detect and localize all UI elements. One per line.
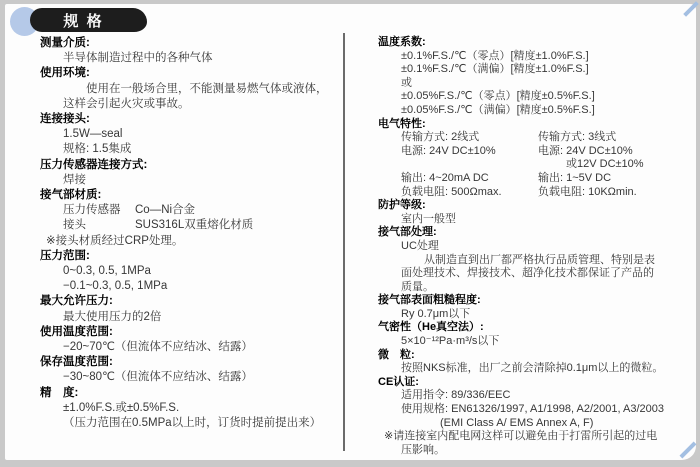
spec-line: 最大使用压力的2倍 bbox=[63, 310, 162, 323]
spec-line: ±0.05%F.S./℃（零点）[精度±0.5%F.S.] bbox=[401, 90, 595, 103]
spec-line: −30~80℃（但流体不应结冰、结露） bbox=[63, 371, 253, 384]
spec-heading: 测量介质: bbox=[40, 37, 90, 49]
page-title: 规 格 bbox=[63, 12, 104, 30]
table-cell: 电源: 24V DC±10% bbox=[401, 144, 496, 157]
left-column bbox=[40, 36, 338, 431]
spec-line: ±0.1%F.S./℃（满偏）[精度±1.0%F.S.] bbox=[401, 63, 589, 76]
spec-line: （压力范围在0.5MPa以上时，订货时提前提出来） bbox=[63, 417, 322, 430]
table-cell: 电源: 24V DC±10% bbox=[538, 144, 633, 157]
spec-heading: CE认证: bbox=[378, 375, 419, 388]
spec-section bbox=[40, 112, 338, 158]
spec-line: ※接头材质经过CRP处理。 bbox=[46, 234, 184, 247]
spec-page bbox=[5, 4, 696, 460]
table-row bbox=[378, 145, 696, 159]
table-cell bbox=[401, 158, 538, 172]
spec-line: 半导体制造过程中的各种气体 bbox=[63, 52, 213, 65]
spec-section bbox=[40, 188, 338, 249]
spec-section bbox=[378, 294, 696, 321]
spec-section bbox=[378, 321, 696, 348]
spec-heading: 接气部处理: bbox=[378, 226, 437, 239]
table-cell: 输出: 1~5V DC bbox=[538, 171, 612, 184]
spec-line: −0.1~0.3, 0.5, 1MPa bbox=[63, 280, 168, 293]
spec-section bbox=[40, 36, 338, 66]
spec-heading: 使用环境: bbox=[40, 67, 90, 80]
spec-heading: 气密性（He真空法）: bbox=[378, 321, 484, 334]
spec-section bbox=[40, 294, 338, 324]
spec-section bbox=[378, 226, 696, 294]
spec-line: ±1.0%F.S.或±0.5%F.S. bbox=[63, 401, 180, 414]
spec-line: (EMI Class A/ EMS Annex A, F) bbox=[440, 416, 594, 429]
spec-pair-label: 压力传感器 bbox=[63, 204, 121, 217]
spec-heading: 接气部表面粗糙程度: bbox=[378, 294, 481, 307]
spec-heading: 最大允许压力: bbox=[40, 295, 113, 308]
table-cell: 负载电阻: 10KΩmin. bbox=[538, 185, 637, 198]
spec-heading: 电气特性: bbox=[378, 117, 426, 130]
table-cell: 或12V DC±10% bbox=[566, 158, 644, 171]
spec-line: −20~70℃（但流体不应结冰、结露） bbox=[63, 341, 253, 354]
table-row bbox=[378, 131, 696, 145]
table-cell: 负载电阻: 500Ωmax. bbox=[401, 185, 502, 198]
spec-line: 使用规格: EN61326/1997, A1/1998, A2/2001, A3/2003 bbox=[401, 403, 664, 416]
right-column bbox=[378, 36, 696, 457]
spec-pair-value: SUS316L双重熔化材质 bbox=[135, 219, 254, 232]
spec-line: 面处理技术、焊接技术、超净化技术都保证了产品的 bbox=[401, 267, 654, 280]
spec-heading: 温度系数: bbox=[378, 36, 426, 48]
spec-line: 质量。 bbox=[401, 280, 434, 293]
spec-line bbox=[40, 203, 338, 218]
spec-line: 室内一般型 bbox=[401, 212, 456, 225]
spec-section bbox=[378, 118, 696, 200]
spec-heading: 精 度: bbox=[40, 386, 79, 399]
spec-heading: 接气部材质: bbox=[40, 189, 102, 202]
spec-line: ±0.05%F.S./℃（满偏）[精度±0.5%F.S.] bbox=[401, 103, 595, 116]
spec-line: 规格: 1.5集成 bbox=[63, 143, 132, 156]
table-cell: 传输方式: 2线式 bbox=[401, 131, 480, 144]
spec-section bbox=[378, 199, 696, 226]
spec-line: 1.5W—seal bbox=[63, 128, 123, 141]
spec-heading: 使用温度范围: bbox=[40, 325, 113, 338]
table-cell: 输出: 4~20mA DC bbox=[401, 171, 489, 184]
corner-accent-top-right-icon bbox=[683, 1, 699, 17]
spec-pair-label: 接头 bbox=[63, 219, 86, 232]
spec-line: ※请连接室内配电网这样可以避免由于打雷所引起的过电 bbox=[384, 430, 658, 443]
spec-section bbox=[40, 249, 338, 295]
table-row bbox=[378, 158, 696, 172]
spec-line: UC处理 bbox=[401, 239, 439, 252]
table-cell: 传输方式: 3线式 bbox=[538, 131, 617, 144]
spec-heading: 微 粒: bbox=[378, 348, 415, 361]
spec-heading: 压力传感器连接方式: bbox=[40, 158, 148, 171]
spec-section bbox=[378, 36, 696, 118]
spec-line: 使用在一般场合里，不能测量易燃气体或液体， bbox=[86, 82, 328, 95]
spec-section bbox=[40, 66, 338, 112]
spec-section bbox=[40, 355, 338, 385]
spec-section bbox=[378, 376, 696, 458]
spec-line: 0~0.3, 0.5, 1MPa bbox=[63, 265, 151, 278]
spec-heading: 防护等级: bbox=[378, 199, 426, 212]
spec-heading: 连接接头: bbox=[40, 113, 90, 126]
spec-line: 这样会引起火灾或事故。 bbox=[63, 97, 190, 110]
spec-line: ±0.1%F.S./℃（零点）[精度±1.0%F.S.] bbox=[401, 49, 589, 62]
spec-line: 或 bbox=[401, 76, 412, 89]
spec-section bbox=[40, 158, 338, 188]
spec-line: 从制造直到出厂都严格执行品质管理、特别是表 bbox=[424, 253, 655, 266]
spec-line: 焊接 bbox=[63, 173, 86, 186]
spec-line: 5×10⁻¹²Pa·m³/s以下 bbox=[401, 335, 500, 348]
spec-line: 适用指令: 89/336/EEC bbox=[401, 389, 511, 402]
spec-heading: 保存温度范围: bbox=[40, 356, 113, 369]
spec-line bbox=[40, 218, 338, 233]
spec-section bbox=[40, 386, 338, 432]
spec-pair-value: Co—Ni合金 bbox=[135, 204, 196, 217]
table-row bbox=[378, 186, 696, 200]
column-divider bbox=[343, 33, 345, 451]
spec-heading: 压力范围: bbox=[40, 249, 90, 262]
section-header-badge bbox=[30, 8, 147, 32]
spec-section bbox=[40, 325, 338, 355]
spec-line: 按照NKS标准，出厂之前会清除掉0.1μm以上的微粒。 bbox=[401, 362, 664, 375]
spec-section bbox=[378, 349, 696, 376]
table-row bbox=[378, 172, 696, 186]
spec-line: Ry 0.7μm以下 bbox=[401, 307, 471, 320]
spec-line: 压影响。 bbox=[401, 443, 445, 456]
